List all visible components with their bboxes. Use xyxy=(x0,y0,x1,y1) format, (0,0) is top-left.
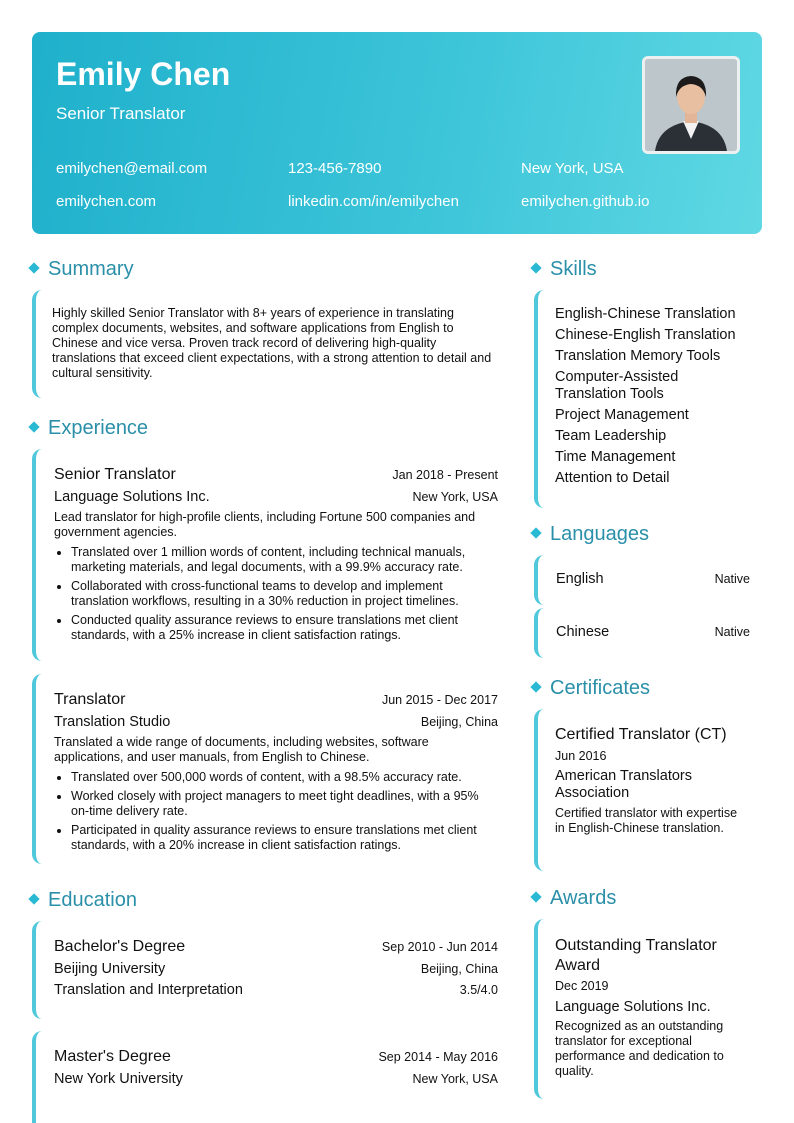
experience-bullets xyxy=(54,770,498,857)
experience-dates: Jan 2018 - Present xyxy=(392,468,498,482)
summary-card xyxy=(32,290,498,398)
diamond-icon xyxy=(28,263,39,274)
portrait-image xyxy=(645,59,737,151)
skill-item: Project Management xyxy=(555,407,689,423)
skills-list xyxy=(555,306,750,491)
experience-heading: Experience xyxy=(28,417,148,440)
education-heading: Education xyxy=(28,889,137,912)
education-degree: Master's Degree xyxy=(54,1048,171,1065)
diamond-icon xyxy=(530,682,541,693)
job-title: Senior Translator xyxy=(56,104,186,123)
diamond-icon xyxy=(28,422,39,433)
resume-header xyxy=(32,32,762,234)
list-item: • Translated over 1 million words of content, including technical manuals, marketing materials, and legal documents, with a 99.9% accuracy rate. xyxy=(71,545,498,575)
skill-item: Chinese-English Translation xyxy=(555,327,736,343)
education-degree: Bachelor's Degree xyxy=(54,938,186,955)
diamond-icon xyxy=(530,528,541,539)
skill-item: Time Management xyxy=(555,449,676,465)
languages-heading: Languages xyxy=(530,523,649,546)
education-location: Beijing, China xyxy=(420,962,498,976)
experience-description: Lead translator for high-profile clients, including Fortune 500 companies and government agencies. xyxy=(54,510,476,539)
experience-company: Language Solutions Inc. xyxy=(54,489,210,505)
list-item: • Worked closely with project managers to meet tight deadlines, with a 95% on-time delivery rate. xyxy=(71,789,498,819)
education-dates: Sep 2010 - Jun 2014 xyxy=(381,940,498,954)
awards-heading: Awards xyxy=(530,887,616,910)
award-item xyxy=(534,919,750,1099)
website-contact[interactable]: emilychen.com xyxy=(56,193,157,210)
certificate-date: Jun 2016 xyxy=(555,749,607,763)
summary-heading: Summary xyxy=(28,258,134,281)
github-contact[interactable]: emilychen.github.io xyxy=(521,193,650,210)
experience-dates: Jun 2015 - Dec 2017 xyxy=(381,693,498,707)
experience-location: New York, USA xyxy=(412,490,498,504)
summary-text: Highly skilled Senior Translator with 8+ years of experience in translating complex documents, websites, and software applications from English to Chinese and vice versa. Proven track record of delivering high-quality translations that exceed client expectations, with a strong attention to detail and cultural sensitivity. xyxy=(52,306,492,380)
certificate-issuer: American Translators Association xyxy=(555,768,692,801)
experience-location: Beijing, China xyxy=(420,715,498,729)
skill-item: Team Leadership xyxy=(555,428,667,444)
certificate-name: Certified Translator (CT) xyxy=(555,726,727,743)
diamond-icon xyxy=(530,263,541,274)
education-school: New York University xyxy=(54,1071,183,1087)
person-name: Emily Chen xyxy=(56,56,231,92)
list-item: • Conducted quality assurance reviews to ensure translations met client standards, with a 25% increase in client satisfaction ratings. xyxy=(71,613,498,643)
education-item xyxy=(32,1031,498,1123)
linkedin-contact[interactable]: linkedin.com/in/emilychen xyxy=(288,193,459,210)
experience-item xyxy=(32,449,498,661)
language-item xyxy=(534,555,750,605)
award-issuer: Language Solutions Inc. xyxy=(555,999,711,1015)
location-contact: New York, USA xyxy=(521,160,624,177)
award-date: Dec 2019 xyxy=(555,979,609,993)
skill-item: English-Chinese Translation xyxy=(555,306,736,322)
phone-contact[interactable]: 123-456-7890 xyxy=(288,160,382,177)
certificate-item xyxy=(534,709,750,871)
education-school: Beijing University xyxy=(54,961,166,977)
certificates-heading: Certificates xyxy=(530,677,650,700)
experience-title: Translator xyxy=(54,691,126,708)
language-level: Native xyxy=(714,625,750,639)
experience-description: Translated a wide range of documents, including websites, software applications, and user manuals, from English to Chinese. xyxy=(54,735,429,764)
education-location: New York, USA xyxy=(412,1072,498,1086)
language-name: English xyxy=(556,571,604,587)
experience-bullets xyxy=(54,545,498,647)
list-item: • Collaborated with cross-functional teams to develop and implement translation workflows, resulting in a 30% reduction in project timelines. xyxy=(71,579,498,609)
education-gpa: 3.5/4.0 xyxy=(459,983,498,997)
award-description: Recognized as an outstanding translator for exceptional performance and dedication to quality. xyxy=(555,1019,724,1078)
skills-card xyxy=(534,290,750,508)
education-item xyxy=(32,921,498,1019)
experience-title: Senior Translator xyxy=(54,466,176,483)
language-name: Chinese xyxy=(556,624,610,640)
profile-photo xyxy=(642,56,740,154)
skills-heading: Skills xyxy=(530,258,597,281)
diamond-icon xyxy=(28,894,39,905)
skill-item: Translation Memory Tools xyxy=(555,348,721,364)
email-contact[interactable]: emilychen@email.com xyxy=(56,160,208,177)
list-item: • Translated over 500,000 words of content, with a 98.5% accuracy rate. xyxy=(71,770,498,785)
award-name: Outstanding Translator Award xyxy=(555,937,717,974)
education-dates: Sep 2014 - May 2016 xyxy=(378,1050,498,1064)
experience-item xyxy=(32,674,498,864)
language-item xyxy=(534,608,750,658)
education-field: Translation and Interpretation xyxy=(54,982,243,998)
skill-item: Attention to Detail xyxy=(555,470,670,486)
certificate-description: Certified translator with expertise in English-Chinese translation. xyxy=(555,806,738,835)
skill-item: Computer-Assisted Translation Tools xyxy=(555,369,679,402)
list-item: • Participated in quality assurance reviews to ensure translations met client standards, with a 20% increase in client satisfaction ratings. xyxy=(71,823,498,853)
language-level: Native xyxy=(714,572,750,586)
diamond-icon xyxy=(530,892,541,903)
experience-company: Translation Studio xyxy=(54,714,171,730)
